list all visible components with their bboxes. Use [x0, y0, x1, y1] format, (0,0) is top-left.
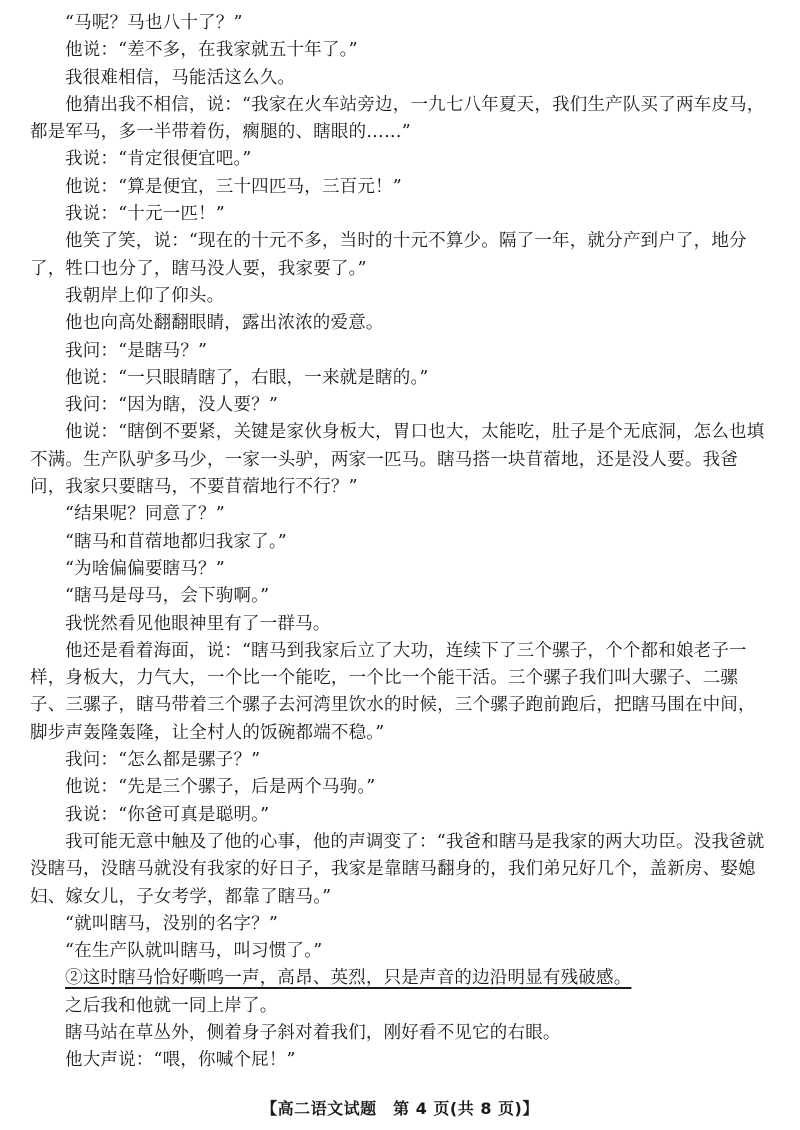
paragraph: “就叫瞎马，没别的名字？” [65, 913, 278, 934]
paragraph: 他说：“先是三个骡子，后是两个马驹。” [65, 777, 376, 798]
paragraph: “瞎马是母马，会下驹啊。” [65, 586, 270, 607]
paragraph: 瞎马站在草丛外，侧着身子斜对着我们，刚好看不见它的右眼。 [65, 1022, 561, 1043]
paragraph: 我很难相信，马能活这么久。 [65, 67, 296, 88]
body-text [30, 10, 772, 1075]
paragraph: 他说：“瞎倒不要紧，关键是家伙身板大，胃口也大，太能吃，肚子是个无底洞，怎么也填不满。生产队驴多马少，一家一头驴，两家一匹马。瞎马搭一块苜蓿地，还是没人要。我爸问，我家只要瞎马，不要苜蓿地行不行？” [30, 422, 765, 498]
paragraph: 他笑了笑，说：“现在的十元不多，当时的十元不算少。隔了一年，就分产到户了，地分了，牲口也分了，瞎马没人要，我家要了。” [30, 231, 747, 279]
paragraph: “马呢？马也八十了？” [65, 13, 243, 33]
paragraph: 我说：“你爸可真是聪明。” [65, 804, 270, 825]
paragraph: 我问：“怎么都是骡子？” [65, 750, 261, 771]
paragraph: 他说：“一只眼睛瞎了，右眼，一来就是瞎的。” [65, 367, 429, 388]
paragraph: “在生产队就叫瞎马，叫习惯了。” [65, 941, 323, 962]
page-footer: 【高二语文试题 第 4 页(共 8 页)】 [261, 1099, 539, 1118]
paragraph: 他还是看着海面，说：“瞎马到我家后立了大功，连续下了三个骡子，个个都和娘老子一样，身板大，力气大，一个比一个能吃，一个比一个能干活。三个骡子我们叫大骡子、二骡子、三骡子，瞎马带着三个骡子去河湾里饮水的时候，三个骡子跑前跑后，把瞎马围在中间，脚步声轰隆轰隆，让全村人的饭碗都端不稳。” [30, 640, 756, 743]
paragraph: 他大声说：“喂，你喊个屁！” [65, 1050, 296, 1071]
paragraph: 他说：“差不多，在我家就五十年了。” [65, 40, 358, 61]
paragraph: 他也向高处翻翻眼睛，露出浓浓的爱意。 [65, 313, 384, 334]
underlined-sentence: ②这时瞎马恰好嘶鸣一声，高昂、英烈，只是声音的边沿明显有残破感。 [65, 968, 632, 989]
paragraph: 我问：“是瞎马？” [65, 340, 208, 361]
paragraph: 我恍然看见他眼神里有了一群马。 [65, 613, 331, 634]
paragraph: “为啥偏偏要瞎马？” [65, 558, 225, 579]
paragraph: 他说：“算是便宜，三十四匹马，三百元！” [65, 176, 402, 197]
paragraph: 我问：“因为瞎，没人要？” [65, 395, 278, 416]
paragraph: 我可能无意中触及了他的心事，他的声调变了：“我爸和瞎马是我家的两大功臣。没我爸就没瞎马，没瞎马就没有我家的好日子，我家是靠瞎马翻身的，我们弟兄好几个，盖新房、娶媳妇、嫁女儿，子女考学，都靠了瞎马。” [30, 831, 765, 907]
paragraph-underlined-sentence-2 [30, 965, 772, 992]
paragraph: 我说：“十元一匹！” [65, 204, 225, 225]
paragraph: “结果呢？同意了？” [65, 504, 225, 525]
paragraph: 他猜出我不相信，说：“我家在火车站旁边，一九七八年夏天，我们生产队买了两车皮马，都是军马，多一半带着伤，瘸腿的、瞎眼的……” [30, 94, 765, 143]
paragraph: 我朝岸上仰了仰头。 [65, 285, 225, 306]
paragraph: “瞎马和苜蓿地都归我家了。” [65, 531, 287, 552]
paragraph: 之后我和他就一同上岸了。 [65, 995, 278, 1016]
paragraph: 我说：“肯定很便宜吧。” [65, 149, 252, 170]
